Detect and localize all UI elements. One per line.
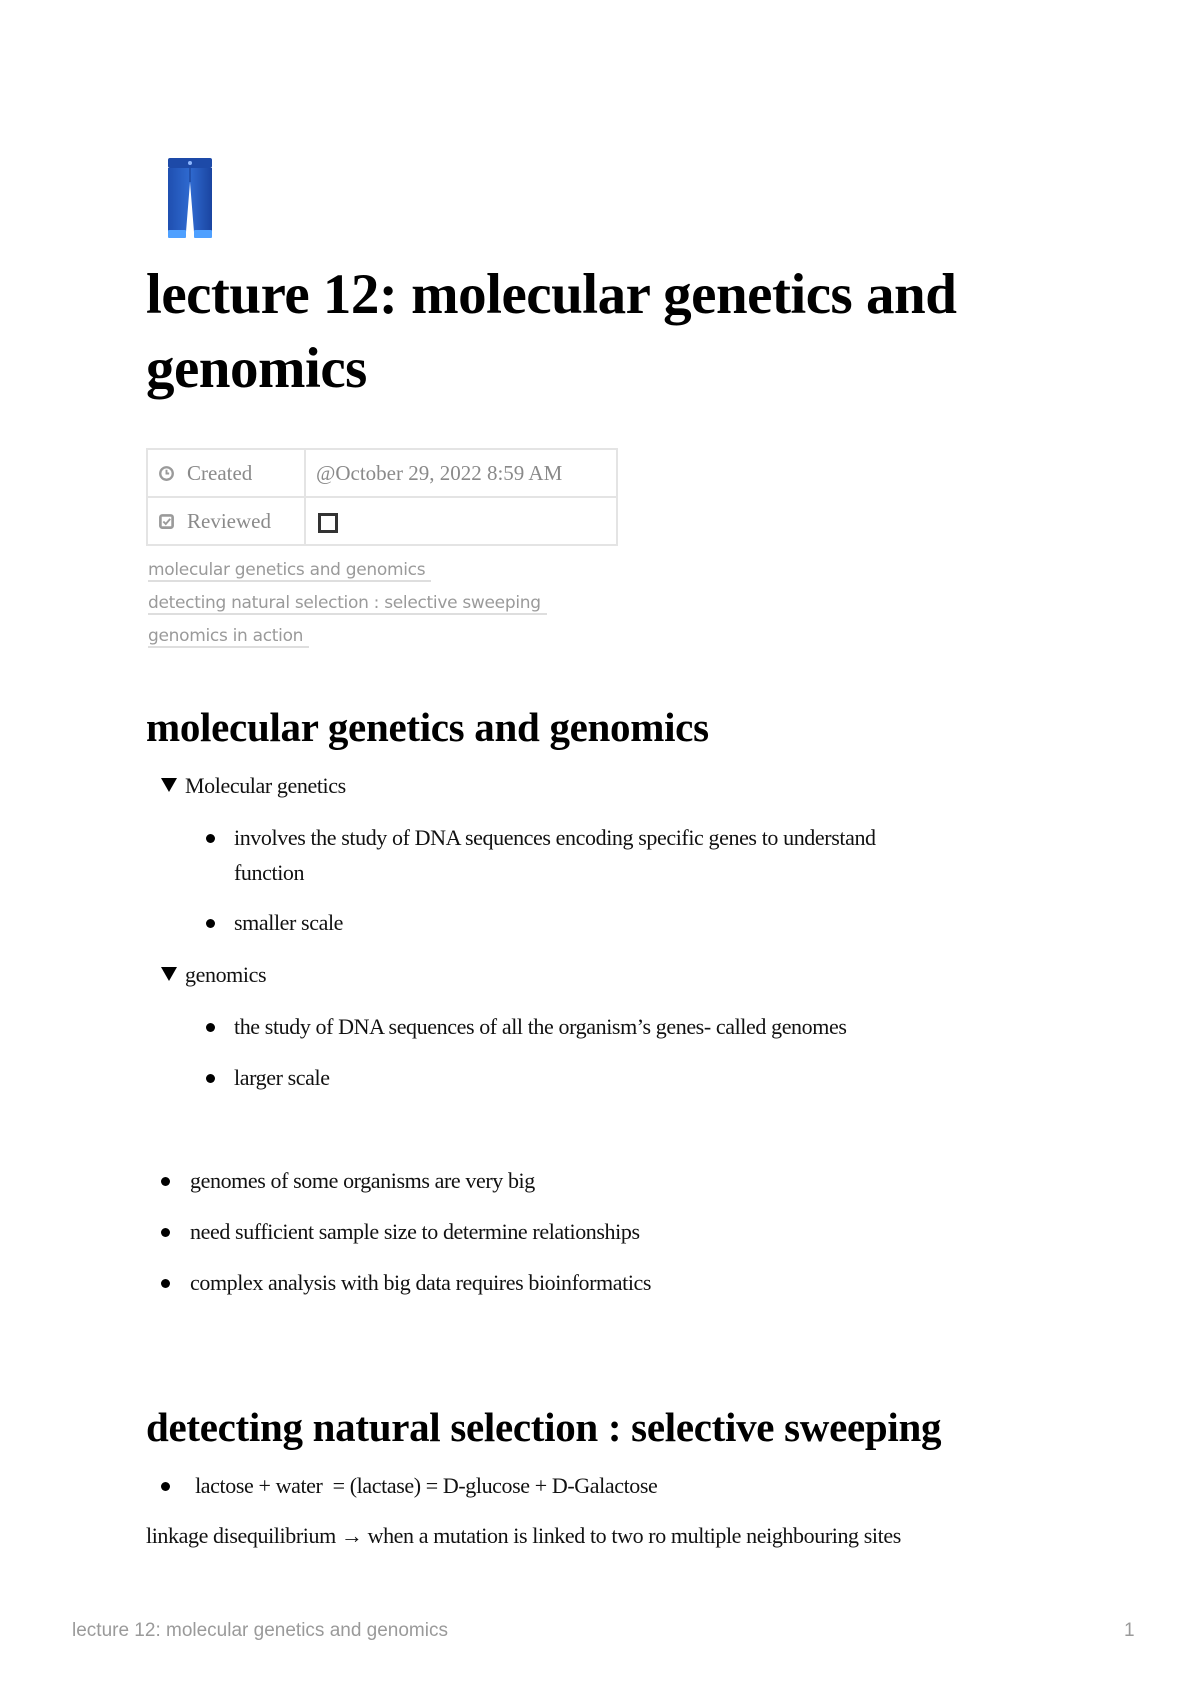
property-row-reviewed: [147, 497, 617, 545]
property-label: Created: [187, 460, 253, 485]
toc-link-label: genomics in action: [148, 626, 309, 648]
section-heading: molecular genetics and genomics: [146, 704, 709, 750]
toc-link-label: detecting natural selection : selective sweeping: [148, 593, 547, 615]
bullet-icon: [206, 834, 215, 843]
bullet-icon: [206, 1074, 215, 1083]
bullet-icon: [161, 1177, 170, 1186]
list-item: complex analysis with big data requires bioinformatics: [190, 1270, 652, 1295]
toggle-open-triangle-icon[interactable]: [161, 967, 177, 981]
table-of-contents: [148, 556, 547, 655]
bullet-icon: [161, 1482, 170, 1491]
page-title-line-1: lecture 12: molecular genetics and: [146, 263, 957, 326]
created-date-value[interactable]: @October 29, 2022 8:59 AM: [305, 449, 617, 497]
list-item: larger scale: [234, 1065, 330, 1090]
list-item: involves the study of DNA sequences encoding specific genes to understand: [234, 825, 876, 850]
reviewed-value: [305, 497, 617, 545]
bullet-icon: [161, 1279, 170, 1288]
property-key-created: [147, 449, 305, 497]
list-item: lactose + water = (lactase) = D-glucose + D-Galactose: [190, 1473, 658, 1498]
section-heading: detecting natural selection : selective sweeping: [146, 1404, 942, 1450]
paragraph: linkage disequilibrium → when a mutation is linked to two ro multiple neighbouring sites: [146, 1523, 901, 1548]
list-item: the study of DNA sequences of all the organism’s genes- called genomes: [234, 1014, 847, 1039]
page-number: 1: [1124, 1620, 1135, 1641]
property-label: Reviewed: [187, 508, 271, 533]
reviewed-checkbox[interactable]: [318, 513, 338, 533]
property-row-created: [147, 449, 617, 497]
toggle-molecular-genetics[interactable]: [161, 771, 346, 801]
toggle-label: genomics: [185, 962, 267, 987]
toc-link-label: molecular genetics and genomics: [148, 560, 431, 582]
bullet-icon: [161, 1228, 170, 1237]
list-item: smaller scale: [234, 910, 344, 935]
jeans-emoji-icon: [164, 156, 216, 242]
page-footer-title: lecture 12: molecular genetics and genomics: [72, 1620, 448, 1641]
list-item-continuation: function: [234, 860, 305, 885]
list-item: genomes of some organisms are very big: [190, 1168, 535, 1193]
toc-link-detecting-natural-selection[interactable]: [148, 589, 547, 622]
bullet-icon: [206, 1023, 215, 1032]
toc-link-molecular-genetics[interactable]: [148, 556, 547, 589]
toggle-open-triangle-icon[interactable]: [161, 778, 177, 792]
list-item: need sufficient sample size to determine relationships: [190, 1219, 640, 1244]
property-key-reviewed: [147, 497, 305, 545]
page-title-line-2: genomics: [146, 337, 367, 400]
properties-table: [146, 448, 618, 546]
toggle-genomics[interactable]: [161, 960, 266, 990]
toc-link-genomics-in-action[interactable]: [148, 622, 547, 655]
toggle-label: Molecular genetics: [185, 773, 346, 798]
checkbox-property-icon: [158, 513, 175, 530]
clock-icon: [158, 465, 175, 482]
page-title: [146, 258, 1066, 406]
bullet-icon: [206, 919, 215, 928]
